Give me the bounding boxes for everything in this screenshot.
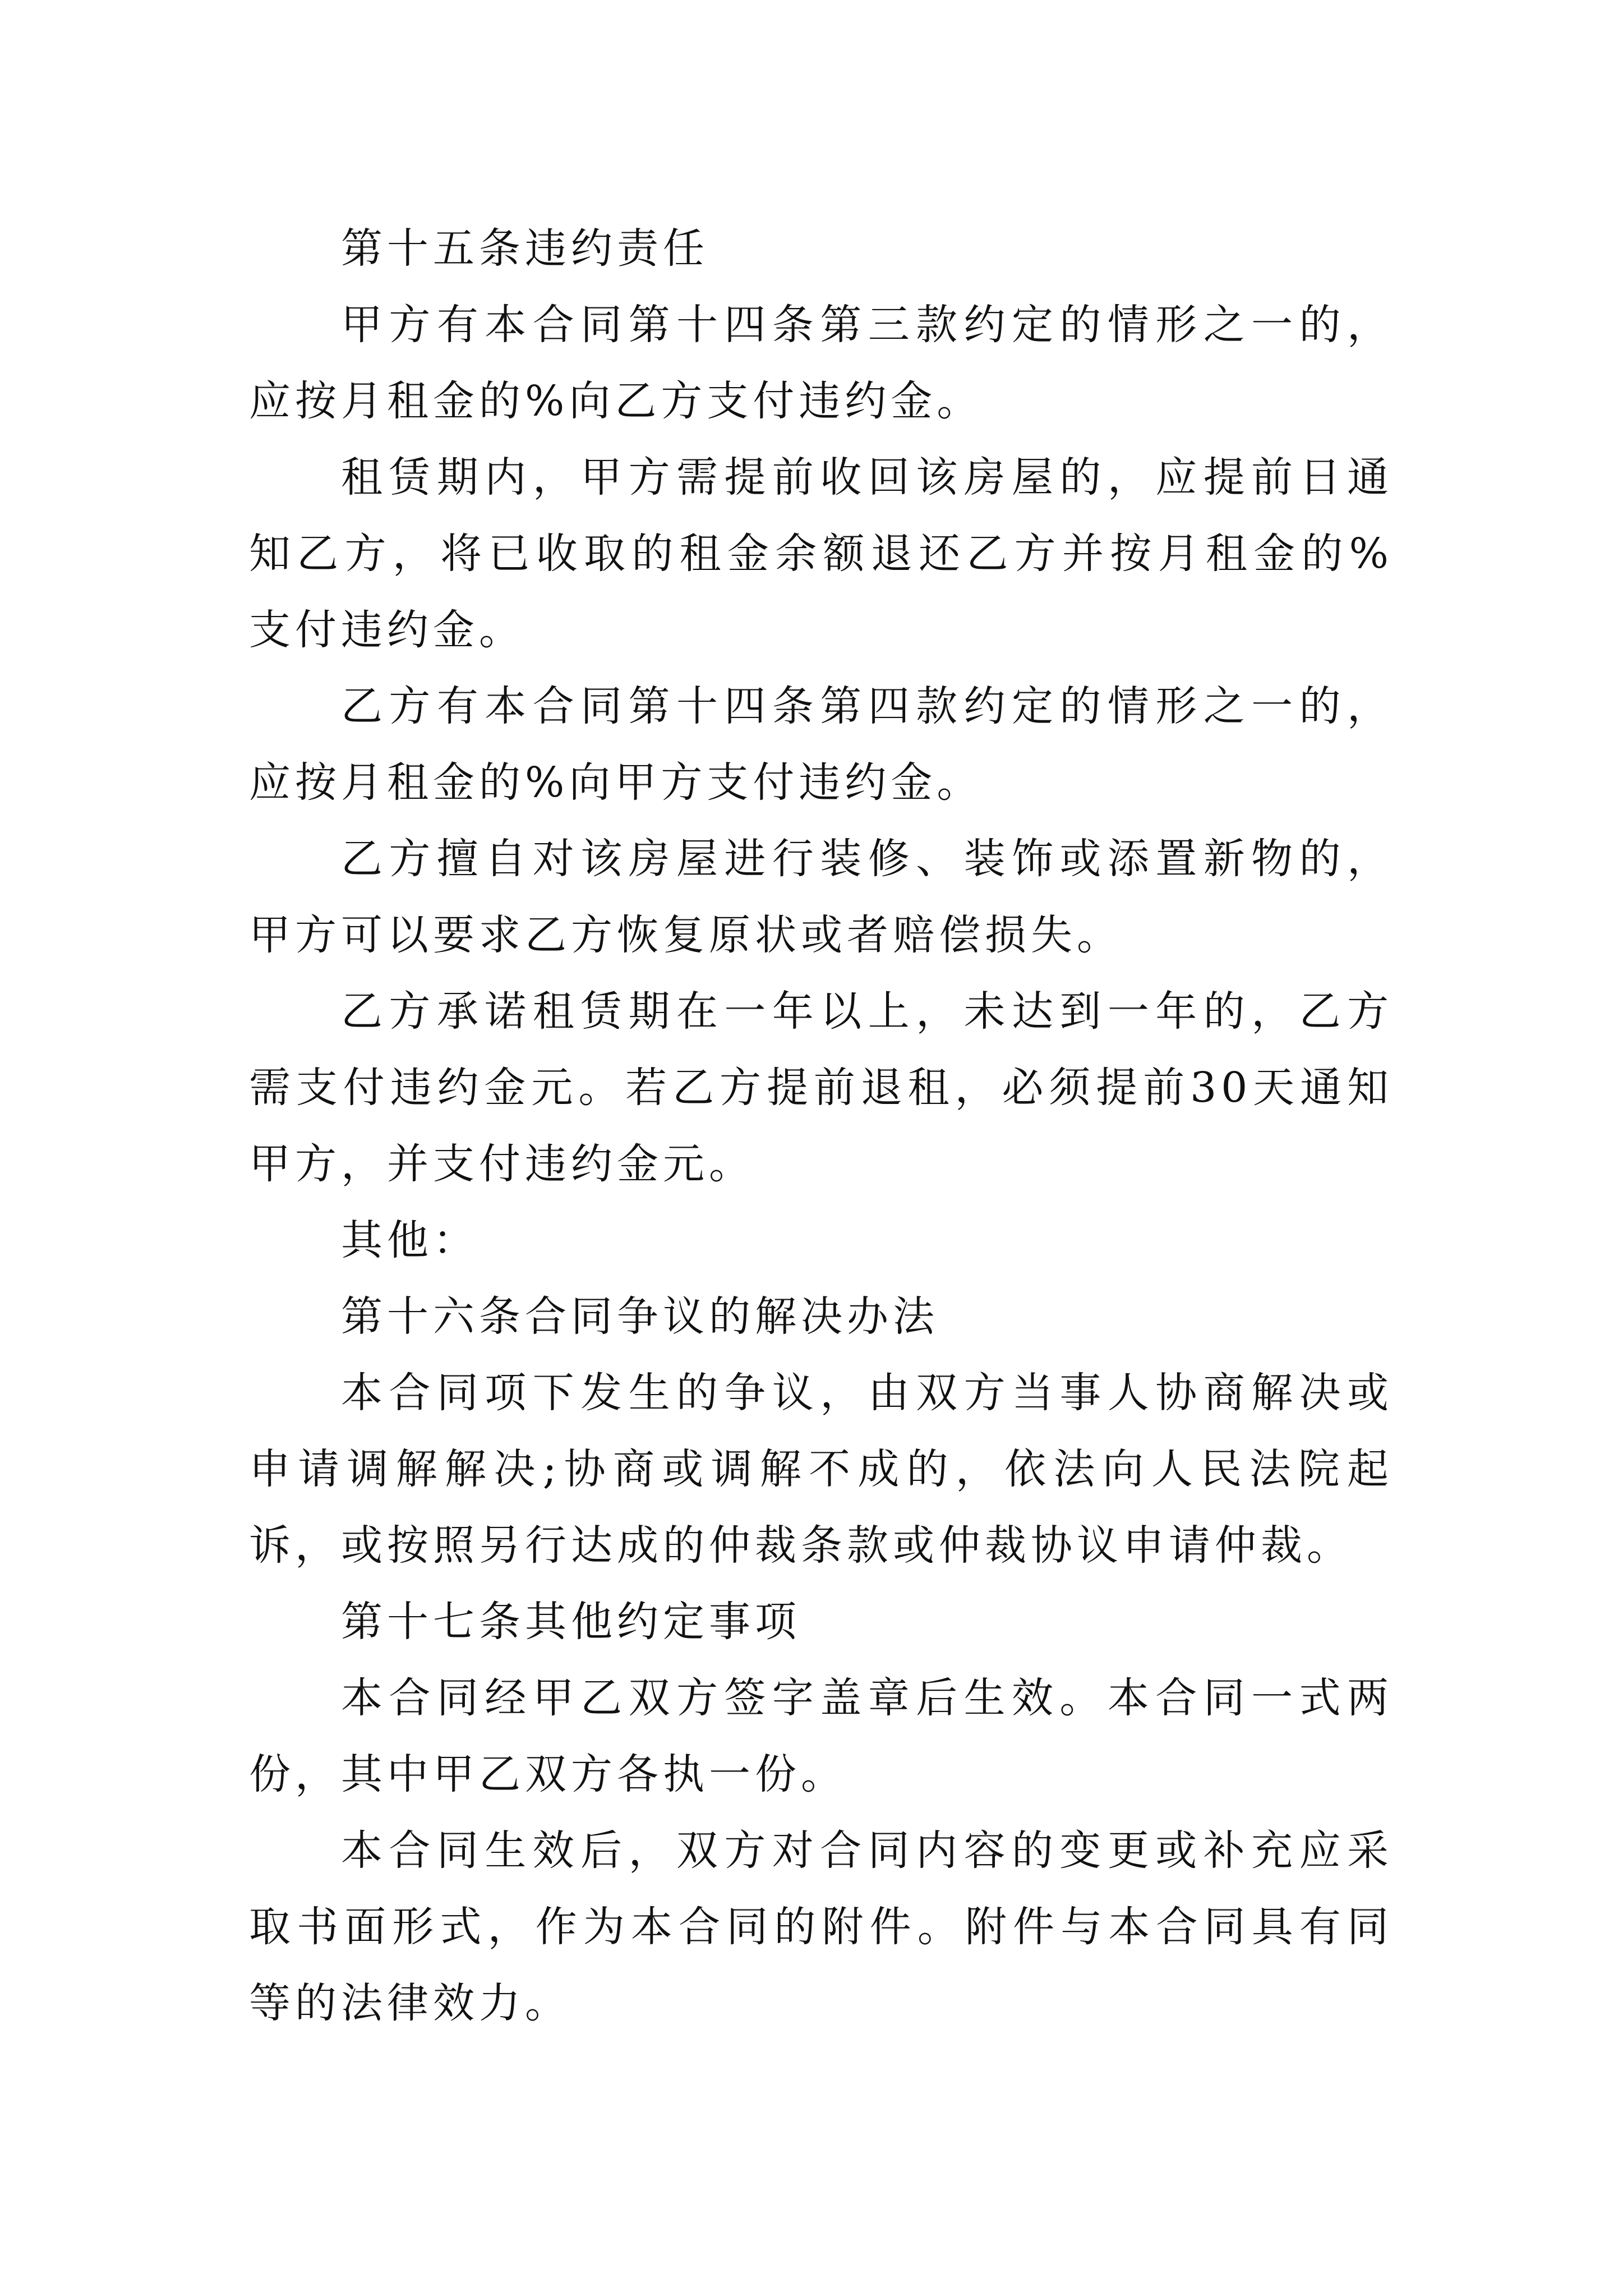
paragraph: 租赁期内，甲方需提前收回该房屋的，应提前日通知乙方，将已收取的租金余额退还乙方并按月租金的%支付违约金。 [249,453,1393,654]
document-body [249,210,1393,2041]
paragraph: 乙方承诺租赁期在一年以上，未达到一年的，乙方需支付违约金元。若乙方提前退租，必须提前30天通知甲方，并支付违约金元。 [249,987,1393,1188]
article-17-heading: 第十七条其他约定事项 [341,1598,801,1646]
paragraph: 本合同经甲乙双方签字盖章后生效。本合同一式两份，其中甲乙双方各执一份。 [249,1674,1393,1798]
paragraph: 本合同项下发生的争议，由双方当事人协商解决或申请调解解决;协商或调解不成的，依法向人民法院起诉，或按照另行达成的仲裁条款或仲裁协议申请仲裁。 [249,1369,1393,1570]
paragraph: 乙方有本合同第十四条第四款约定的情形之一的，应按月租金的%向甲方支付违约金。 [249,682,1393,807]
paragraph: 乙方擅自对该房屋进行装修、装饰或添置新物的，甲方可以要求乙方恢复原状或者赔偿损失。 [249,835,1393,959]
paragraph: 甲方有本合同第十四条第三款约定的情形之一的，应按月租金的%向乙方支付违约金。 [249,301,1393,425]
paragraph: 本合同生效后，双方对合同内容的变更或补充应采取书面形式，作为本合同的附件。附件与本合同具有同等的法律效力。 [249,1826,1393,2027]
paragraph: 其他： [341,1216,479,1264]
article-15-heading: 第十五条违约责任 [341,224,709,273]
article-16-heading: 第十六条合同争议的解决办法 [341,1292,939,1341]
